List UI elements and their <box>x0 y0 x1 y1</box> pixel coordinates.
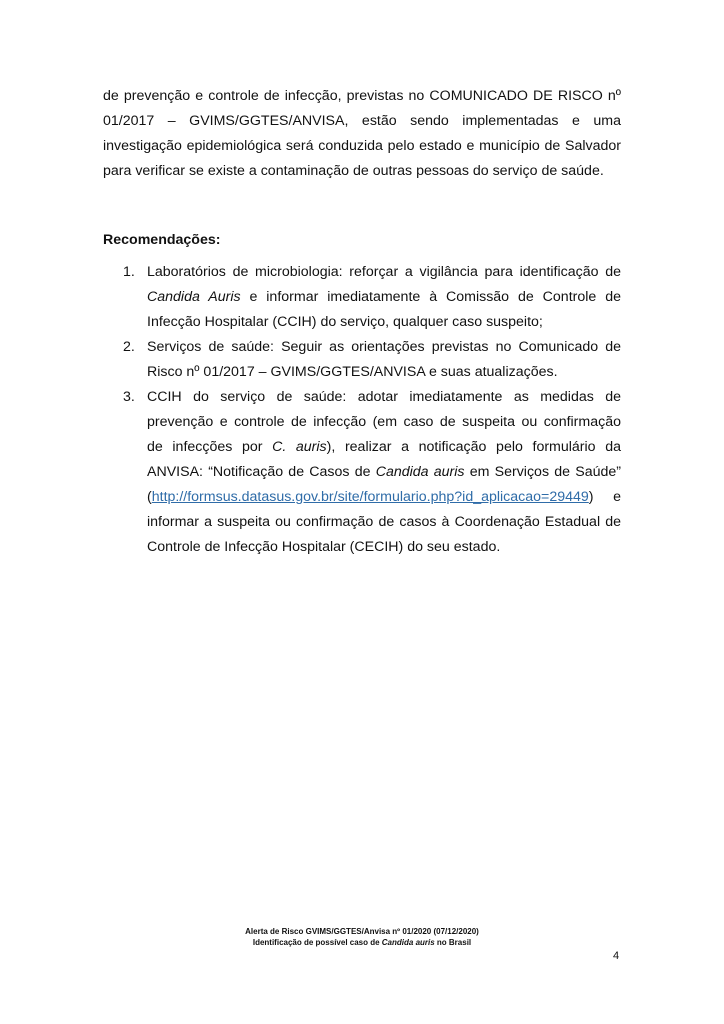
item-3-line-1: CCIH do serviço de saúde: adotar imediatamente as medidas de <box>147 389 621 405</box>
item-3-line-4-b: em Serviços de Saúde” <box>464 464 621 480</box>
item-3-line-4-a: ANVISA: “Notificação de Casos de <box>147 464 376 480</box>
item-1-line-2 <box>147 285 621 310</box>
footer-species-name: Candida auris <box>381 938 435 947</box>
item-3-line-5 <box>147 485 621 510</box>
item-3-line-3 <box>147 435 621 460</box>
item-2-line-2: Risco nº 01/2017 – GVIMS/GGTES/ANVISA e suas atualizações. <box>147 364 558 380</box>
list-item <box>103 260 621 335</box>
item-3-line-7: Controle de Infecção Hospitalar (CECIH) do seu estado. <box>147 539 501 555</box>
list-item <box>103 335 621 385</box>
recommendations-heading: Recomendações: <box>103 232 221 248</box>
intro-paragraph <box>103 84 621 184</box>
species-name: C. auris <box>272 439 327 455</box>
recommendations-list <box>103 260 621 560</box>
list-item <box>103 385 621 560</box>
list-item-number: 1. <box>123 264 135 280</box>
page-footer <box>0 926 724 948</box>
intro-line-2: 01/2017 – GVIMS/GGTES/ANVISA, estão sendo implementadas e uma <box>103 113 621 129</box>
footer-line-2-a: Identificação de possível caso de <box>252 938 382 947</box>
formsus-link[interactable]: http://formsus.datasus.gov.br/site/formulario.php?id_aplicacao=29449 <box>151 489 589 505</box>
intro-line-1: de prevenção e controle de infecção, previstas no COMUNICADO DE RISCO nº <box>103 88 621 104</box>
footer-line-2-b: no Brasil <box>434 938 472 947</box>
link-open-paren: ( <box>147 489 152 505</box>
item-1-line-2-text: e informar imediatamente à Comissão de Controle de <box>240 289 621 305</box>
item-1-line-1: Laboratórios de microbiologia: reforçar a vigilância para identificação de <box>147 264 621 280</box>
species-name: Candida Auris <box>147 289 241 305</box>
footer-line-2 <box>0 937 724 948</box>
list-item-number: 2. <box>123 339 135 355</box>
intro-line-3: investigação epidemiológica será conduzida pelo estado e município de Salvador <box>103 138 621 154</box>
item-3-line-4 <box>147 460 621 485</box>
footer-line-1: Alerta de Risco GVIMS/GGTES/Anvisa nº 01/2020 (07/12/2020) <box>245 927 479 936</box>
item-3-line-2: prevenção e controle de infecção (em caso de suspeita ou confirmação <box>147 414 621 430</box>
species-name: Candida auris <box>375 464 465 480</box>
link-close-paren: ) e <box>588 489 621 505</box>
item-3-line-3-a: de infecções por <box>147 439 273 455</box>
item-3-line-6: informar a suspeita ou confirmação de casos à Coordenação Estadual de <box>147 514 621 530</box>
list-item-number: 3. <box>123 389 135 405</box>
intro-line-4: para verificar se existe a contaminação de outras pessoas do serviço de saúde. <box>103 163 604 179</box>
item-1-line-3: Infecção Hospitalar (CCIH) do serviço, qualquer caso suspeito; <box>147 314 543 330</box>
item-2-line-1: Serviços de saúde: Seguir as orientações previstas no Comunicado de <box>147 339 621 355</box>
item-3-line-3-b: ), realizar a notificação pelo formulário da <box>326 439 621 455</box>
page-number: 4 <box>613 950 620 962</box>
